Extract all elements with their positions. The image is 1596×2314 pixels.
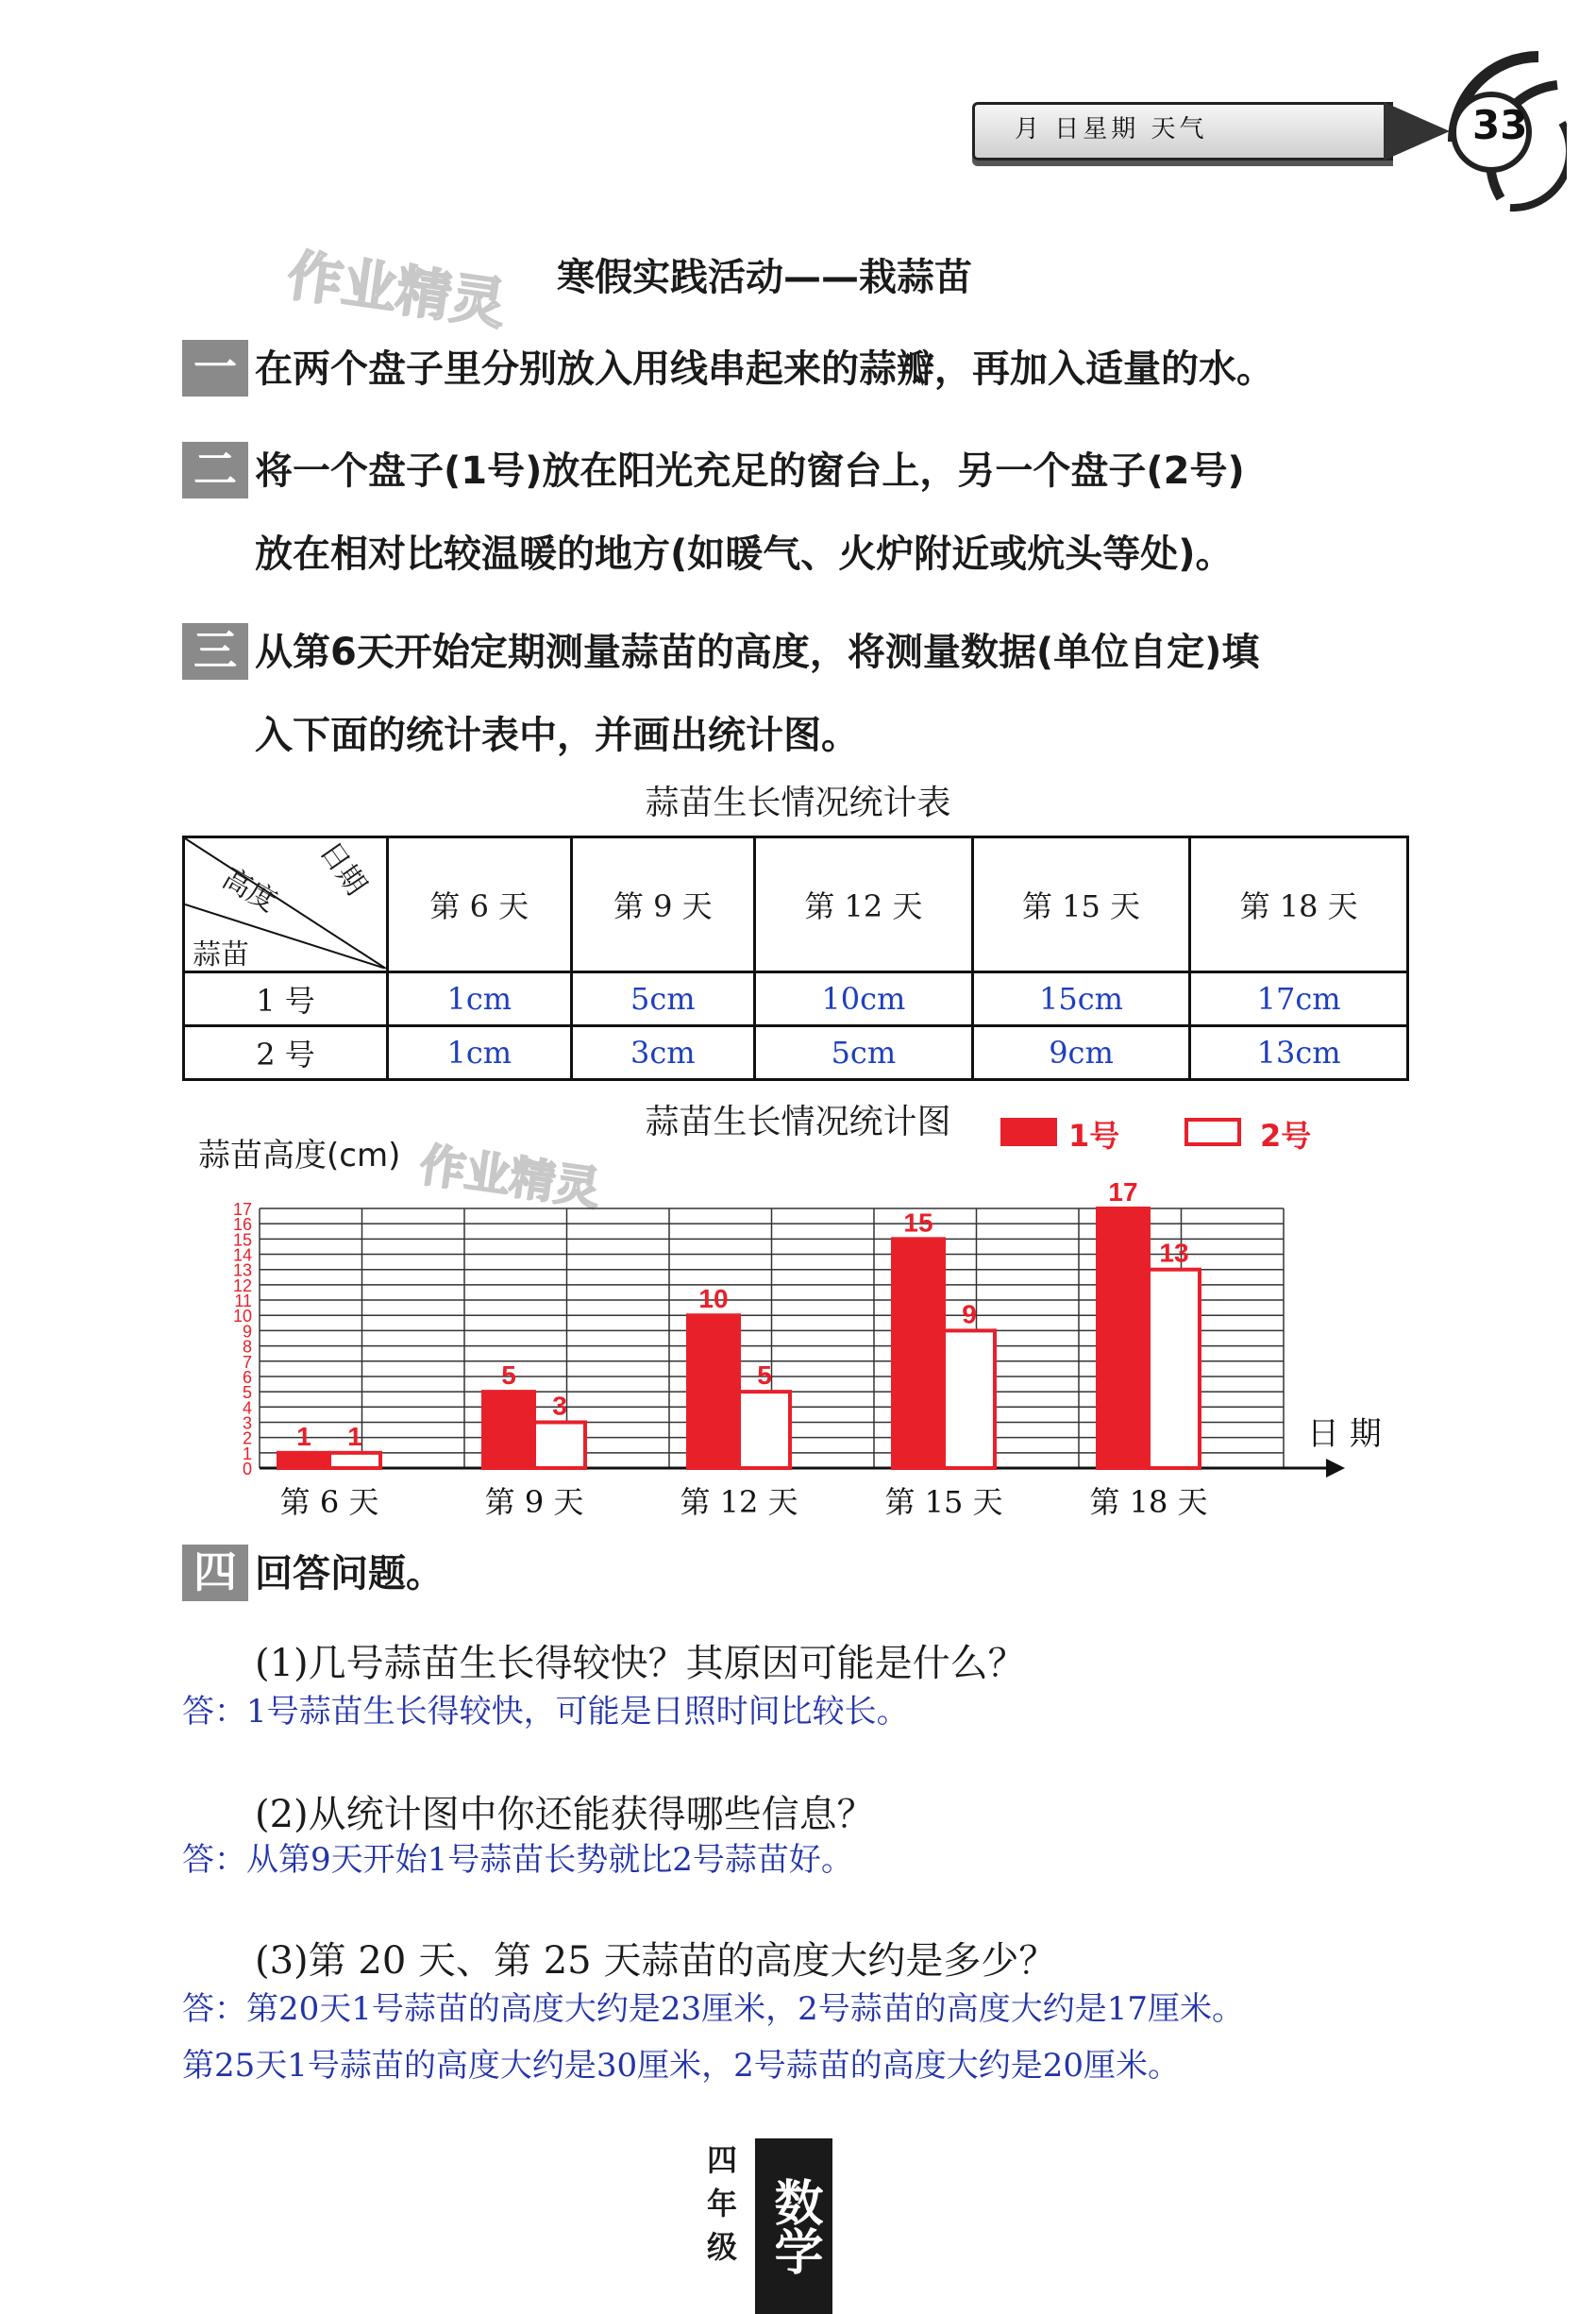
bar-data-label: 1 [296,1421,311,1451]
y-tick-label: 15 [232,1230,252,1250]
table-cell: 1cm [388,1026,572,1080]
page-number: 33 [1472,102,1528,148]
y-tick-label: 12 [232,1275,252,1295]
corner-label-height: 高度 [216,861,282,920]
bar-data-label: 5 [757,1360,772,1391]
col-header: 第 9 天 [571,837,755,972]
y-tick-label: 14 [232,1245,252,1265]
step-2-line-2: 放在相对比较温暖的地方(如暖气、火炉附近或炕头等处)。 [255,532,1234,576]
step-1-text: 在两个盘子里分别放入用线串起来的蒜瓣，再加入适量的水。 [255,347,1274,391]
step-2-badge: 二 [182,442,248,498]
step-3-line-1: 从第6天开始定期测量蒜苗的高度，将测量数据(单位自定)填 [255,631,1260,674]
bar-2 [739,1392,790,1468]
col-header: 第 15 天 [972,837,1190,972]
row-label: 1 号 [184,972,388,1026]
answer-2: 答：从第9天开始1号蒜苗长势就比2号蒜苗好。 [182,1841,853,1879]
answer-1: 答：1号蒜苗生长得较快，可能是日照时间比较长。 [182,1693,909,1731]
bar-1 [483,1392,534,1468]
y-tick-label: 1 [242,1444,252,1463]
x-tick-label: 第 15 天 [884,1484,1003,1520]
y-tick-label: 9 [242,1322,252,1342]
date-line: 月 日星期 天气 [1015,115,1208,144]
step-2-line-1: 将一个盘子(1号)放在阳光充足的窗台上，另一个盘子(2号) [255,449,1245,493]
bar-2 [1149,1270,1200,1468]
x-tick-label: 第 12 天 [680,1484,798,1520]
col-header: 第 18 天 [1190,837,1408,972]
watermark-chart: 作业精灵 [416,1138,604,1217]
table-cell: 17cm [1190,972,1408,1026]
question-1: (1)几号蒜苗生长得较快？其原因可能是什么？ [255,1642,1026,1685]
bar-1 [278,1453,329,1468]
step-4-badge: 四 [182,1545,248,1601]
y-tick-label: 8 [242,1337,252,1357]
step-3-badge: 三 [182,623,248,680]
step-3-line-2: 入下面的统计表中，并画出统计图。 [255,714,859,757]
bar-2 [329,1453,380,1468]
bar-data-label: 13 [1159,1238,1189,1268]
page-title: 寒假实践活动——栽蒜苗 [557,256,972,299]
x-tick-label: 第 6 天 [279,1484,379,1520]
section-4-heading: 回答问题。 [255,1552,444,1596]
step-1-badge: 一 [182,340,248,397]
y-tick-label: 4 [242,1398,252,1418]
y-tick-label: 0 [242,1460,252,1478]
answer-3-line-2: 第25天1号蒜苗的高度大约是30厘米，2号蒜苗的高度大约是20厘米。 [182,2047,1181,2085]
bar-data-label: 9 [962,1299,977,1329]
table-cell: 10cm [755,972,973,1026]
y-tick-label: 2 [242,1428,252,1448]
y-tick-label: 10 [232,1307,252,1326]
table-cell: 5cm [571,972,755,1026]
bar-1 [688,1315,739,1468]
x-axis-arrow-icon [1326,1459,1345,1478]
legend-label-series-1: 1号 [1068,1118,1120,1154]
x-axis-label: 日 期 [1307,1415,1382,1453]
bar-1 [1098,1208,1149,1468]
y-tick-label: 11 [234,1292,252,1311]
col-header: 第 6 天 [388,837,572,972]
row-label: 2 号 [184,1026,388,1080]
col-header: 第 12 天 [755,837,973,972]
table-cell: 13cm [1190,1026,1408,1080]
question-2: (2)从统计图中你还能获得哪些信息？ [255,1793,875,1836]
grade-label: 四年级 [706,2142,737,2265]
answer-3-line-1: 答：第20天1号蒜苗的高度大约是23厘米，2号蒜苗的高度大约是17厘米。 [182,1990,1245,2028]
bar-data-label: 17 [1108,1177,1138,1207]
subject-tab: 数学 [755,2138,832,2314]
table-title: 蒜苗生长情况统计表 [645,784,951,822]
table-cell: 5cm [755,1026,973,1080]
table-cell: 15cm [972,972,1190,1026]
corner-label-seedling: 蒜苗 [193,938,249,971]
corner-label-date: 日期 [312,836,373,902]
y-tick-label: 17 [232,1200,252,1219]
x-tick-label: 第 18 天 [1089,1484,1208,1520]
question-3: (3)第 20 天、第 25 天蒜苗的高度大约是多少？ [255,1939,1057,1983]
y-tick-label: 13 [232,1260,252,1280]
table-cell: 3cm [571,1026,755,1080]
legend-label-series-2: 2号 [1260,1118,1312,1154]
bar-2 [944,1330,995,1468]
table-cell: 9cm [972,1026,1190,1080]
y-tick-label: 6 [242,1367,252,1387]
bar-data-label: 10 [698,1284,729,1314]
bar-1 [893,1239,944,1468]
bar-2 [534,1422,585,1468]
x-tick-label: 第 9 天 [484,1484,584,1520]
chart-title: 蒜苗生长情况统计图 [645,1103,951,1141]
bar-data-label: 15 [903,1208,933,1238]
table-cell: 1cm [388,972,572,1026]
y-axis-label: 蒜苗高度(cm) [198,1137,401,1174]
y-tick-label: 5 [242,1383,252,1403]
watermark: 作业精灵 [283,243,510,337]
y-tick-label: 3 [242,1413,252,1433]
bar-data-label: 3 [552,1391,567,1421]
bar-data-label: 1 [347,1421,362,1451]
y-tick-label: 7 [242,1352,252,1372]
y-tick-label: 16 [232,1215,252,1235]
bar-data-label: 5 [501,1360,516,1391]
